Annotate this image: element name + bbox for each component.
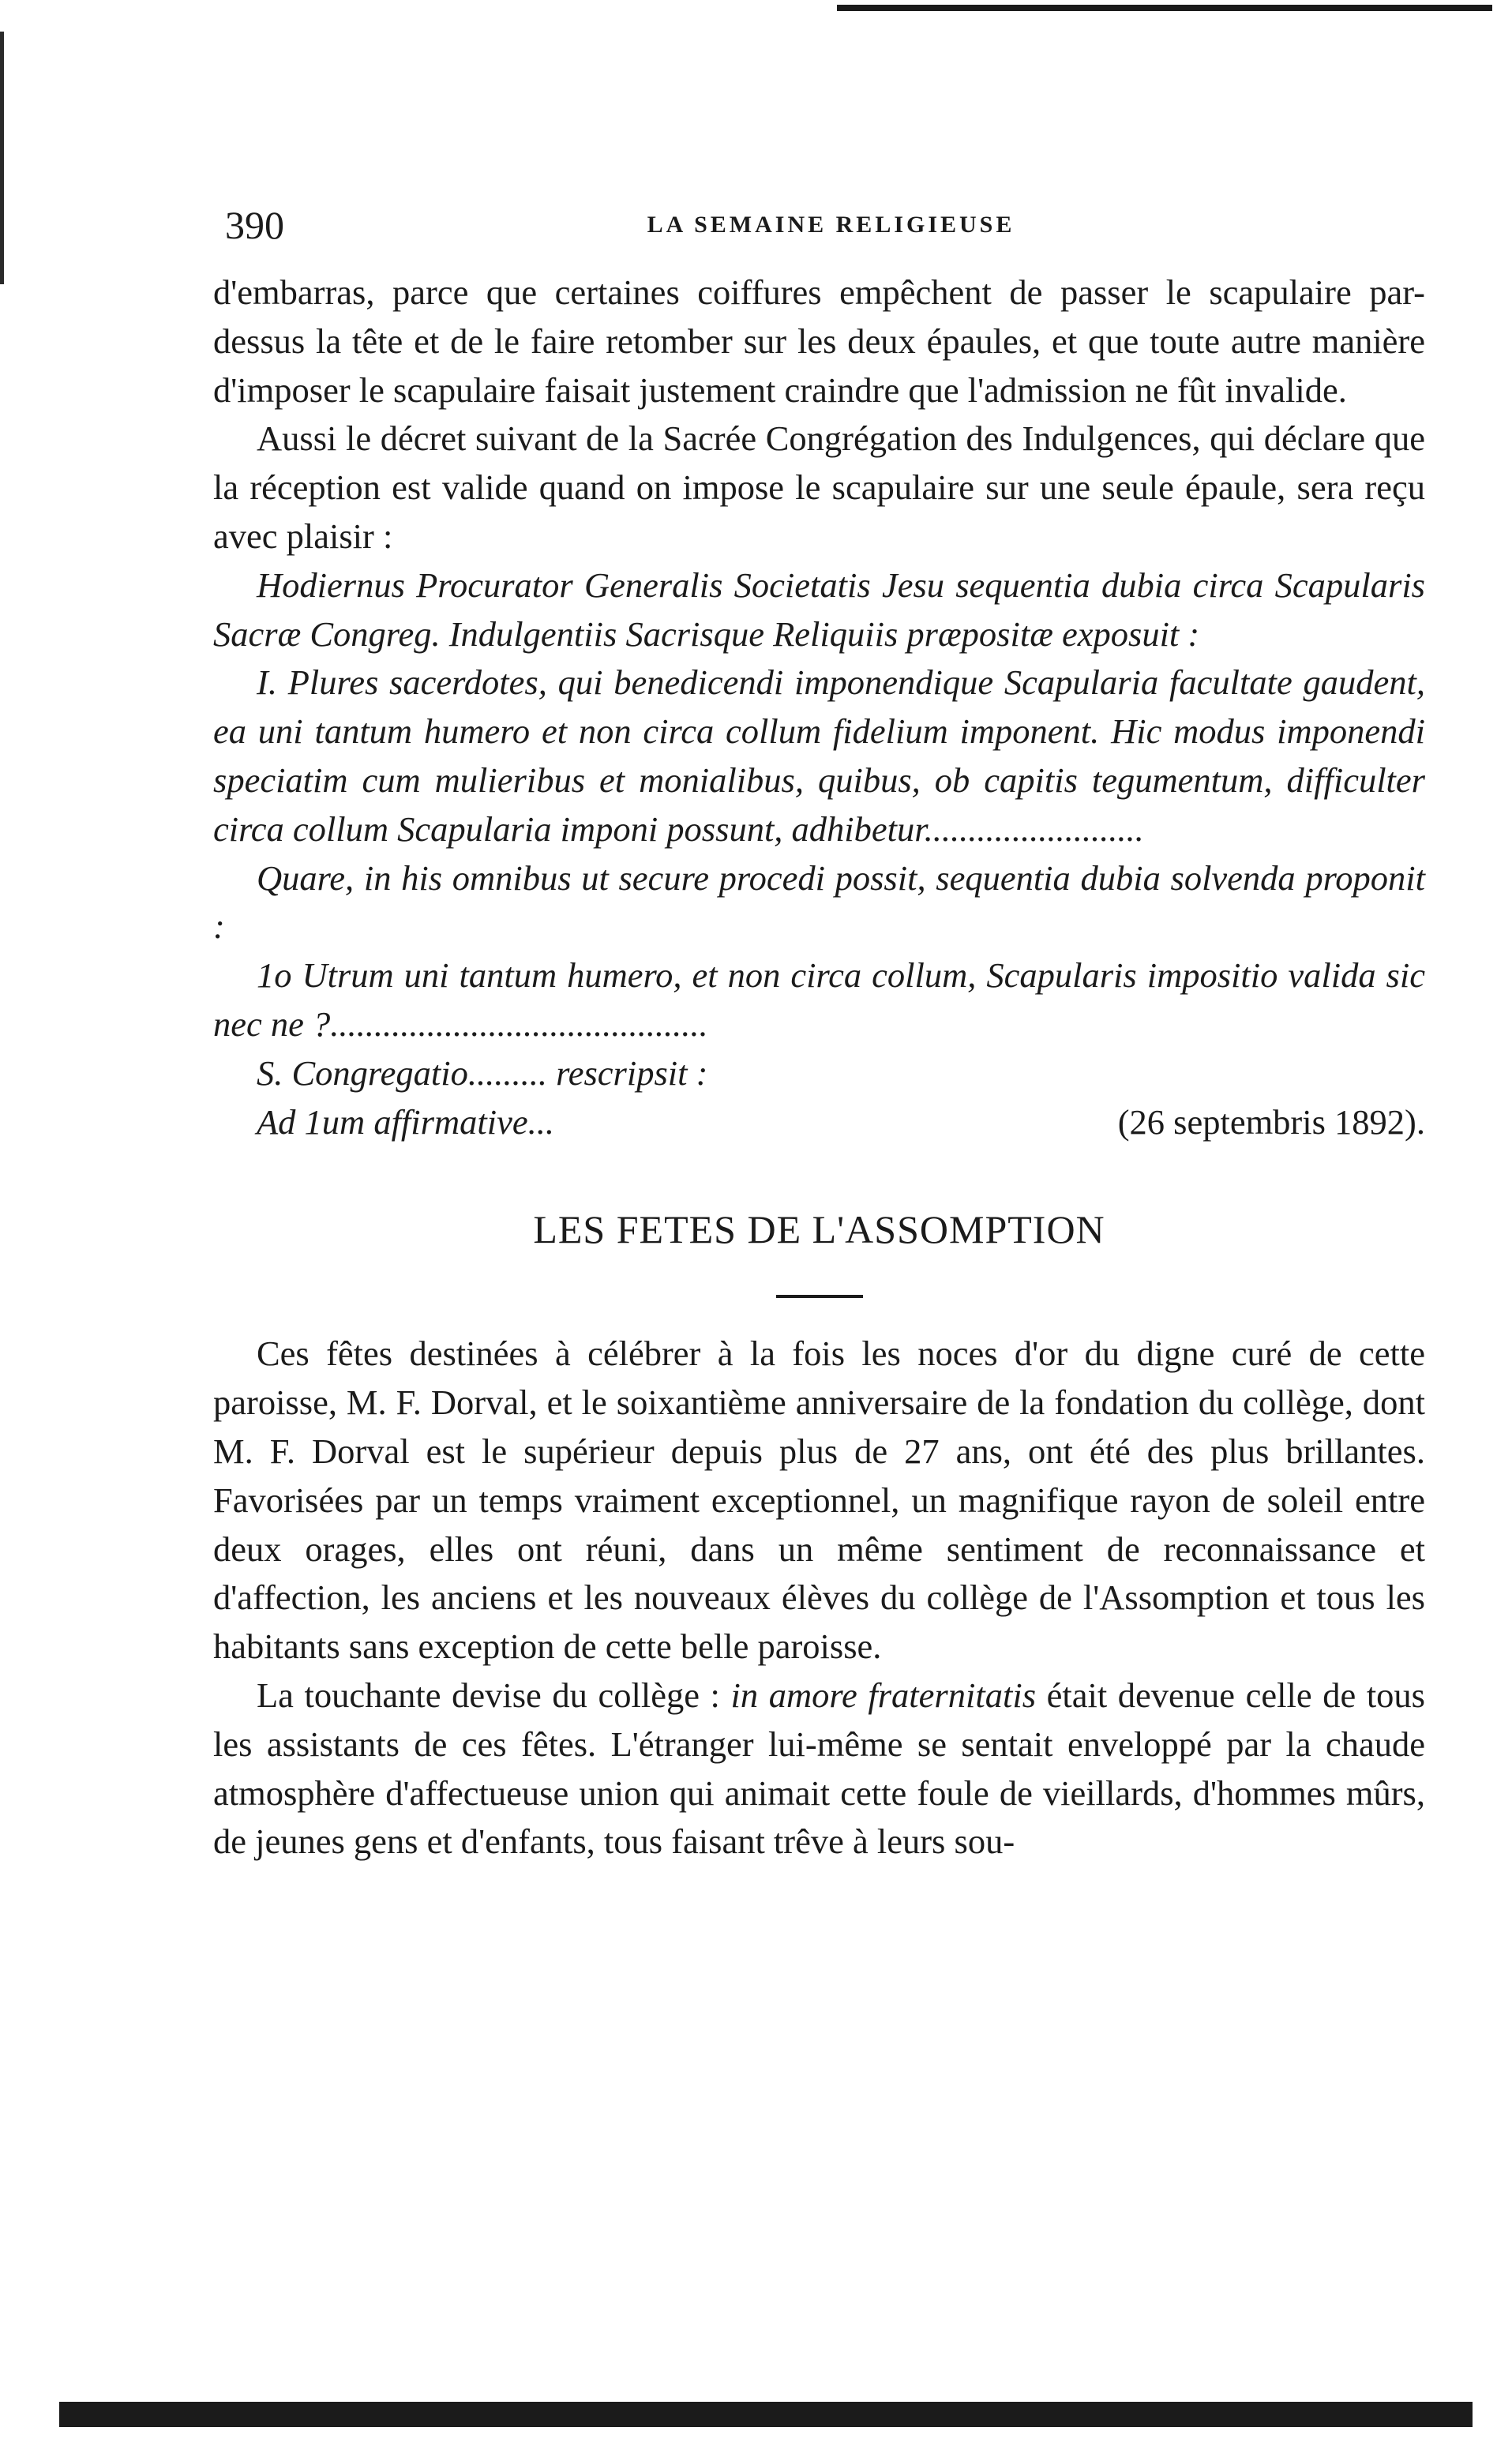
- paragraph-decree-intro: Aussi le décret suivant de la Sacrée Congrégation des Indulgences, qui déclare que la réception est valide quand on impose le scapulaire sur une seule épaule, sera reçu avec plaisir :: [213, 418, 1425, 556]
- section-paragraph-2-start: La touchante devise du collège :: [257, 1675, 731, 1715]
- section-paragraph-2-end: était devenue celle de tous les assistants de ces fêtes. L'étranger lui-même se sentait enveloppé par la chaude atmosphère d'affectueuse union qui animait cette foule de vieillards, d'hommes mûrs, de jeunes gens et d'enfants, tous faisant trêve à leurs sou-: [213, 1675, 1425, 1862]
- latin-answer: Ad 1um affirmative...: [257, 1101, 554, 1142]
- section-paragraph-2: [213, 1671, 1425, 1866]
- section-divider: [776, 1295, 863, 1298]
- section-title: LES FETES DE L'ASSOMPTION: [533, 1207, 1105, 1252]
- page-body: [213, 268, 1425, 1866]
- page-number: 390: [225, 203, 284, 247]
- latin-paragraph-2: I. Plures sacerdotes, qui benedicendi imponendique Scapularia facultate gaudent, ea uni tantum humero et non circa collum fidelium imponent. Hic modus imponendi speciatim cum mulieribus et monialibus, quibus, ob capitis tegumentum, difficulter circa collum Scapularia imponi possunt, adhibetur.........................: [213, 662, 1425, 849]
- latin-answer-line: [213, 1098, 1425, 1147]
- scan-top-rule: [837, 5, 1492, 11]
- scan-bottom-rule: [59, 2402, 1473, 2427]
- latin-rescript: S. Congregatio......... rescripsit :: [257, 1052, 708, 1093]
- scan-left-edge: [0, 32, 4, 284]
- latin-paragraph-1: Hodiernus Procurator Generalis Societatis Jesu sequentia dubia circa Scapularis Sacræ Congreg. Indulgentiis Sacrisque Reliquiis præpositæ exposuit :: [213, 565, 1425, 654]
- latin-paragraph-3: Quare, in his omnibus ut secure procedi possit, sequentia dubia solvenda proponit :: [213, 857, 1425, 947]
- page-header: [225, 197, 1437, 253]
- college-motto: in amore fraternitatis: [730, 1675, 1037, 1715]
- decree-date: (26 septembris 1892).: [1117, 1101, 1425, 1142]
- paragraph-continued: d'embarras, parce que certaines coiffures empêchent de passer le scapulaire par-dessus la tête et de le faire retomber sur les deux épaules, et que toute autre manière d'imposer le scapulaire faisait justement craindre que l'admission ne fût invalide.: [213, 272, 1425, 410]
- latin-question-1: 1o Utrum uni tantum humero, et non circa collum, Scapularis impositio valida sic nec ne ?...........................................: [213, 955, 1425, 1044]
- running-head: LA SEMAINE RELIGIEUSE: [647, 212, 1015, 238]
- section-paragraph-1: Ces fêtes destinées à célébrer à la fois les noces d'or du digne curé de cette paroisse, M. F. Dorval, et le soixantième anniversaire de la fondation du collège, dont M. F. Dorval est le supérieur depuis plus de 27 ans, ont été des plus brillantes. Favorisées par un temps vraiment exceptionnel, un magnifique rayon de soleil entre deux orages, elles ont réuni, dans un même sentiment de reconnaissance et d'affection, les anciens et les nouveaux élèves du collège de l'Assomption et tous les habitants sans exception de cette belle paroisse.: [213, 1334, 1425, 1667]
